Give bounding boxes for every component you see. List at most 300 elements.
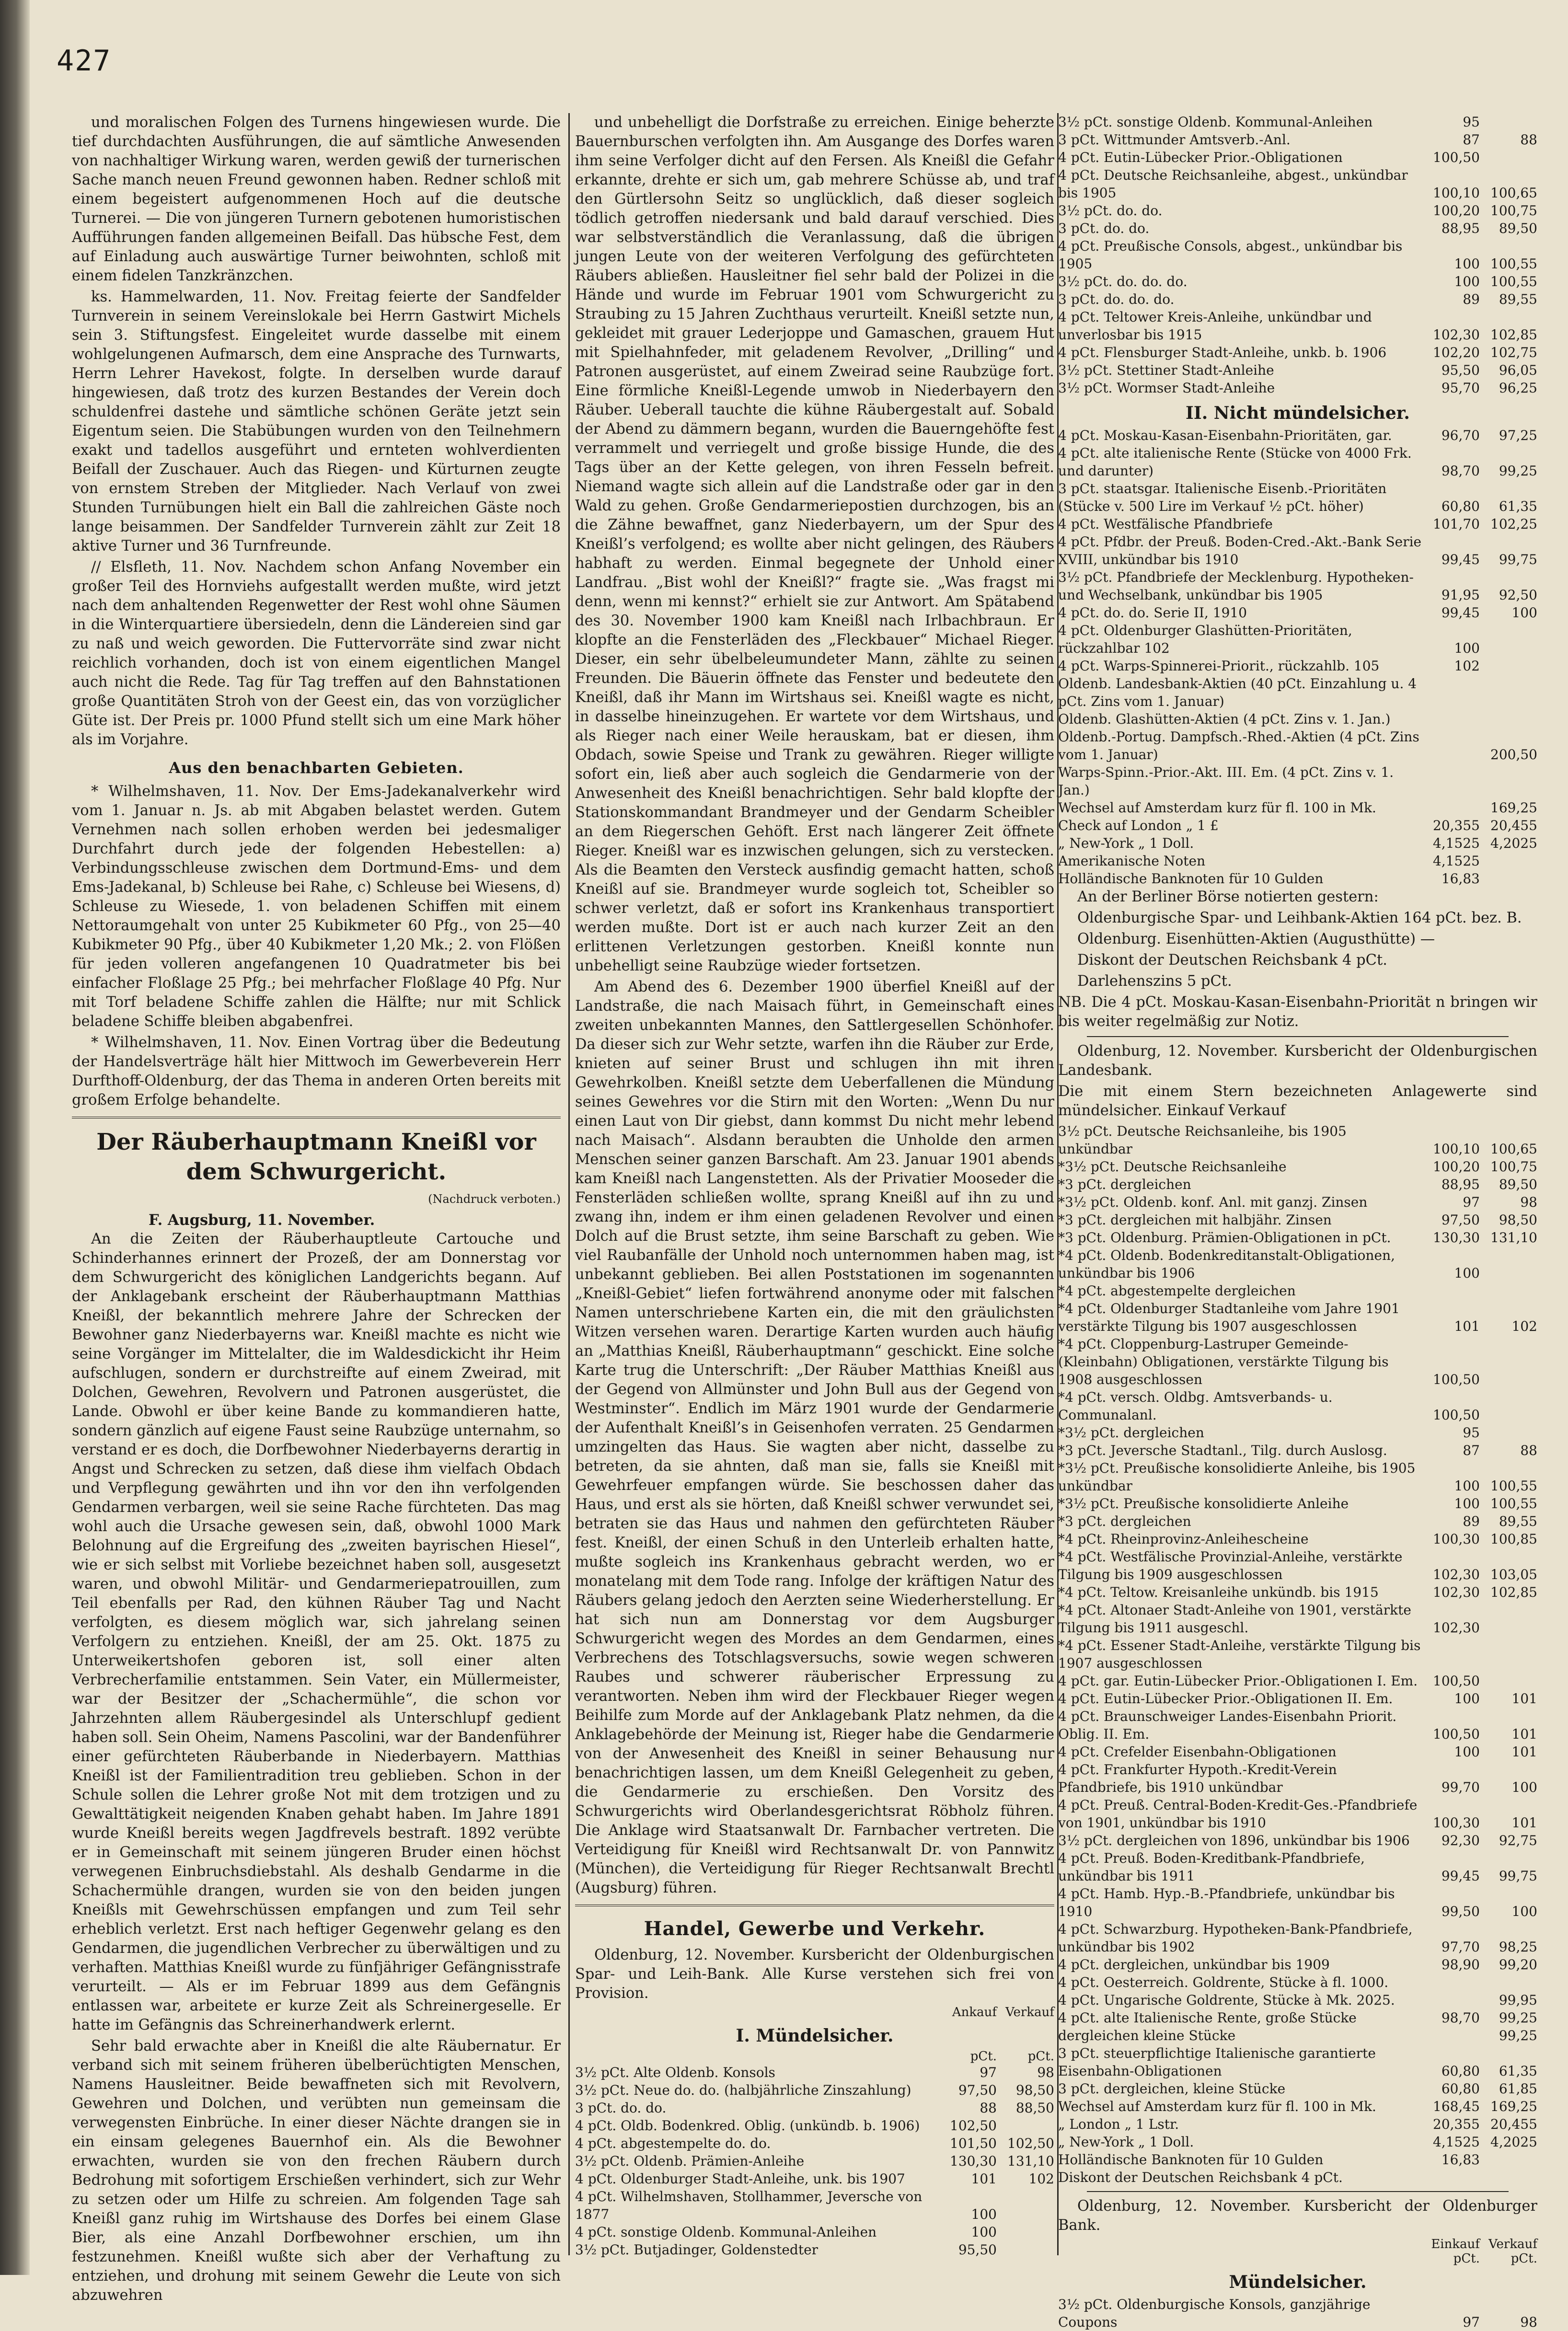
quote-row [1058,1672,1537,1690]
quote-row [575,2241,1054,2259]
paragraph: und moralischen Folgen des Turnens hingewiesen wurde. Die tief durchdachten Ausführungen, die auf sämtliche Anwesenden von nachhaltiger Wirkung waren, werden gewiß der turnerischen Sache manch neuen Freund gewonnen haben. Redner schloß mit einem begeistert aufgenommenen Hoch auf die deutsche Turnerei. — Die von jüngeren Turnern gebotenen humoristischen Aufführungen fanden allgemeinen Beifall. Das hübsche Fest, dem auf Einladung auch auswärtige Turner beiwohnten, schloß mit einem fidelen Tanzkränzchen. [72,114,561,284]
security-name: 4 pCt. Preußische Consols, abgest., unkündbar bis 1905 [1058,238,1403,272]
sell-rate: 97,25 [1499,427,1537,443]
quote-row [1058,290,1537,308]
local-news [72,113,561,750]
buy-rate: 60,80 [1441,2081,1480,2097]
sell-rate: 169,25 [1490,2099,1537,2114]
sell-rate: 102 [1511,1318,1537,1334]
paragraph: An die Zeiten der Räuberhauptleute Cartouche und Schinderhannes erinnert der Prozeß, der am Donnerstag vor dem Schwurgericht des königlichen Landgerichts begann. Auf der Anklagebank erscheint der Räuberhauptmann Matthias Kneißl, der bekanntlich mehrere Jahre der Schrecken der Bewohner ganz Niederbayerns war. Kneißl machte es nicht wie seine Vorgänger im Mittelalter, die im Waldesdickicht ihr Heim aufschlugen, sondern er durchstreifte auf einem Zweirad, mit Dolchen, Gewehren, Revolvern und Patronen ausgerüstet, die Lande. Obwohl er über keine Bande zu kommandieren hatte, sondern gänzlich auf eigene Faust seine Raubzüge unternahm, so verstand er es doch, die Dorfbewohner Niederbayerns derartig in Angst und Schrecken zu setzen, daß diese ihm vielfach Obdach und Verpflegung gewährten und ihn vor den ihn verfolgenden Gendarmen verbargen, weil sie seine Rache fürchteten. Das mag wohl auch die Ursache gewesen sein, daß, obwohl 1000 Mark Belohnung auf die Ergreifung des „zweiten bayrischen Hiesel“, wie er sich selbst mit Vorliebe bezeichnet haben soll, ausgesetzt waren, und obwohl Militär- und Gendarmeriepatrouillen, zum Teil ebenfalls per Rad, den kühnen Räuber Tag und Nacht verfolgten, es diesem möglich war, sich jahrelang seinen Verfolgern zu entziehen. Kneißl, der am 25. Okt. 1875 zu Unterweikertshofen geboren ist, soll einer alten Verbrecherfamilie entstammen. Sein Vater, ein Müllermeister, war der Besitzer der „Schachermühle“, die schon vor Jahrzehnten allem Räubergesindel als Unterschlupf gedient haben soll. Sein Oheim, Namens Pascolini, war der Bandenführer einer gefürchteten Räuberbande in Niederbayern. Matthias Kneißl ist der Familientradition treu geblieben. Schon in der Schule sollen die Lehrer große Not mit dem trotzigen und zu Gewalttätigkeit neigenden Knaben gehabt haben. Im Jahre 1891 wurde Kneißl bereits wegen Jagdfrevels bestraft. 1892 verübte er in Gemeinschaft mit seinem jüngeren Bruder einen höchst verwegenen Einbruchsdiebstahl. Als deshalb Gendarme in die Schachermühle drangen, wurden sie von den beiden jungen Kneißls mit Gewehrschüssen empfangen und zum Teil sehr erheblich verletzt. Erst nach heftiger Gegenwehr gelang es den Gendarmen, die jugendlichen Verbrecher zu überwältigen und zu verhaften. Matthias Kneißl wurde zu fünfjähriger Gefängnisstrafe verurteilt. — Als er im Februar 1899 aus dem Gefängnis entlassen war, arbeitete er kurze Zeit als Schreinergeselle. Er hatte im Gefängnis das Schreinerhandwerk erlernt. [72,1231,561,2033]
buy-rate [1422,1282,1480,1300]
security-name: 3 pCt. do. do. do. [1058,291,1175,307]
buy-rate [1422,799,1480,817]
security-name: 3½ pCt. Stettiner Stadt-Anleihe [1058,362,1274,378]
buy-rate: 100,30 [1433,1815,1480,1831]
security-name: „ London „ 1 Lstr. [1058,2116,1179,2132]
security-name: Diskont der Deutschen Reichsbank 4 pCt. [1058,2169,1343,2185]
security-name: 4 pCt. Preuß. Boden-Kreditbank-Pfandbriefe, unkündbar bis 1911 [1058,1850,1365,1884]
quote-row [1058,2044,1537,2080]
buy-rate: 88,95 [1441,220,1480,236]
security-name: *3½ pCt. Preußische konsolidierte Anleihe [1058,1496,1349,1512]
quote-row [575,2188,1054,2223]
quote-row [1058,1246,1537,1282]
sell-rate [1480,2169,1537,2186]
article-body [72,1230,561,2305]
sell-rate: 98,50 [1499,1212,1537,1228]
security-name: 4 pCt. Oldenburger Stadt-Anleihe, unk. bis 1907 [575,2171,905,2187]
security-name: 3 pCt. do. do. [575,2100,667,2116]
buy-rate: 88,95 [1441,1177,1480,1192]
rate-table-1-continued [1058,113,1537,397]
quote-row [1058,202,1537,219]
quote-row [1058,1300,1537,1335]
sell-rate: 92,75 [1499,1833,1537,1848]
sell-rate: 102,85 [1490,1584,1537,1600]
quote-row [1058,149,1537,166]
buy-rate: 92,30 [1441,1833,1480,1848]
buy-rate [1422,1637,1480,1672]
header-sell: Verkauf [1488,2237,1537,2251]
security-name: Wechsel auf Amsterdam kurz für fl. 100 in Mk. [1058,800,1376,816]
report3-units [1058,2251,1537,2266]
buy-rate: 87 [1463,132,1480,148]
buy-rate [1422,763,1480,799]
section-heading-neighbors: Aus den benachbarten Gebieten. [169,759,464,777]
commerce-title: Handel, Gewerbe und Verkehr. [644,1917,986,1940]
security-name: 4 pCt. Braunschweiger Landes-Eisenbahn Priorit. Oblig. II. Em. [1058,1708,1397,1742]
buy-rate: 99,45 [1441,552,1480,567]
article-body-continued [575,113,1054,1898]
sell-rate: 131,10 [1490,1230,1537,1246]
sell-rate [1480,763,1537,799]
quote-row [1058,308,1537,344]
quote-row [1058,1211,1537,1229]
paragraph: ks. Hammelwarden, 11. Nov. Freitag feierte der Sandfelder Turnverein in seinem Vereinslokale bei Herrn Gastwirt Michels sein 3. Stiftungsfest. Eingeleitet wurde dasselbe mit einem wohlgelungenen Aufmarsch, dem eine Ansprache des Turnwarts, Herrn Lehrer Havekost, folgte. In derselben wurde darauf hingewiesen, daß trotz des kurzen Bestandes der Verein doch schuldenfrei dastehe und sämtliche schönen Geräte jetzt sein Eigentum seien. Die Stabübungen wurden von den Teilnehmern exakt und tadellos ausgeführt und ernteten wohlverdienten Beifall der Zuschauer. Auch das Riegen- und Kürturnen zeugte von ernstem Streben der Mitglieder. Nach Verlauf von zwei Stunden Turnübungen hielt ein Ball die zahlreichen Gäste noch lange beisammen. Der Sandfelder Turnverein zählt zur Zeit 18 aktive Turner und 36 Turnfreunde. [72,288,561,554]
sell-rate [997,2188,1054,2223]
buy-rate: 89 [1463,1513,1480,1529]
buy-rate: 20,355 [1433,818,1480,833]
sell-rate [1480,1637,1537,1672]
header-buy: Ankauf [952,2005,997,2019]
buy-rate: 100 [971,2206,997,2222]
report-intro: Oldenburg, 12. November. Kursbericht der Oldenburgischen Spar- und Leih-Bank. Alle Kurse verstehen sich frei von Provision. [575,1947,1054,2002]
header-buy: Einkauf [1431,2237,1480,2251]
security-name: 4 pCt. Crefelder Eisenbahn-Obligationen [1058,1744,1337,1760]
buy-rate: 100,50 [1433,150,1480,165]
buy-rate: 130,30 [1433,1230,1480,1246]
buy-rate: 99,45 [1441,1868,1480,1884]
quote-row [1058,2115,1537,2133]
quote-row [1058,1601,1537,1637]
unit-buy: pCt. [970,2049,997,2064]
sell-rate: 100 [1511,1779,1537,1795]
sell-rate: 100,55 [1490,1496,1537,1512]
security-name: *3½ pCt. Preußische konsolidierte Anleihe, bis 1905 unkündbar [1058,1460,1416,1494]
quote-row [1058,1973,1537,1991]
sell-rate: 98 [1037,2065,1054,2080]
quote-row [1058,2009,1537,2027]
quote-row [1058,1832,1537,1849]
quote-row [1058,1583,1537,1601]
sell-rate [1480,657,1537,675]
sell-rate [1480,1246,1537,1282]
column-1 [72,113,561,2304]
rate-table-4 [1058,2296,1537,2331]
security-name: *4 pCt. Cloppenburg-Lastruper Gemeinde-(Kleinbahn) Obligationen, verstärkte Tilgung bis 1908 ausgeschlossen [1058,1336,1389,1387]
buy-rate: 97,50 [958,2082,997,2098]
security-name: 4 pCt. gar. Eutin-Lübecker Prior.-Obligationen I. Em. [1058,1673,1418,1689]
buy-rate: 101,70 [1433,516,1480,532]
sell-rate [1480,870,1537,888]
quote-row [1058,237,1537,273]
sell-rate [1480,1424,1537,1442]
security-name: 3 pCt. staatsgar. Italienische Eisenb.-Prioritäten (Stücke v. 500 Lire im Verkauf ½ pCt. höher) [1058,481,1387,514]
security-name: 4 pCt. Eutin-Lübecker Prior.-Obligationen II. Em. [1058,1691,1393,1707]
buy-rate: 100 [1454,1496,1480,1512]
security-name: *3 pCt. dergleichen [1058,1513,1191,1529]
report-divider [1087,1036,1509,1037]
security-name: 3½ pCt. Oldenburgische Konsols, ganzjährige Coupons [1058,2296,1371,2330]
nb-note: NB. Die 4 pCt. Moskau-Kasan-Eisenbahn-Priorität n bringen wir bis weiter regelmäßig zur Notiz. [1058,994,1537,1030]
sell-rate: 89,50 [1499,1177,1537,1192]
sell-rate: 61,35 [1499,2063,1537,2079]
sell-rate: 102,85 [1490,327,1537,343]
sell-rate: 99,25 [1499,2010,1537,2026]
quote-row [1058,2098,1537,2115]
paragraph: // Elsfleth, 11. Nov. Nachdem schon Anfang November ein großer Teil des Hornviehs aufgestallt werden mußte, wird jetzt nach dem anhaltenden Regenwetter der Rest wohl ohne Säumen in die Winterquartiere übersiedeln, denn die Ländereien sind gar zu naß und weich geworden. Die Futtervorräte sind zwar nicht reichlich vorhanden, doch ist von einem eigentlichen Mangel auch nicht die Rede. Tag für Tag treffen auf den Bahnstationen große Quantitäten Stroh von der Geest ein, das von vorzüglicher Güte ist. Der Preis pr. 1000 Pfund stellt sich um eine Mark höher als im Vorjahre. [72,559,561,748]
buy-rate: 100 [1454,1265,1480,1281]
article-dateline: F. Augsburg, 11. November. [149,1212,375,1229]
security-name: Check auf London „ 1 £ [1058,818,1219,833]
security-name: 3½ pCt. sonstige Oldenb. Kommunal-Anleihen [1058,114,1373,130]
security-name: 4 pCt. Frankfurter Hypoth.-Kredit-Verein Pfandbriefe, bis 1910 unkündbar [1058,1762,1337,1795]
buy-rate: 98,90 [1441,1957,1480,1973]
sell-rate [997,2241,1054,2259]
page-number: 427 [57,44,112,78]
sell-rate: 101 [1511,1726,1537,1742]
buy-rate: 20,355 [1433,2116,1480,2132]
buy-rate: 102,30 [1433,1620,1480,1636]
quote-row [1058,1849,1537,1885]
sell-rate: 20,455 [1490,2116,1537,2132]
security-name: 4 pCt. Moskau-Kasan-Eisenbahn-Prioritäten, gar. [1058,427,1392,443]
neighbor-news [72,782,561,1110]
sell-rate [1480,1282,1537,1300]
sell-rate: 88,50 [1015,2100,1054,2116]
sell-rate [1480,149,1537,166]
buy-rate: 60,80 [1441,2063,1480,2079]
buy-rate: 16,83 [1441,871,1480,887]
sell-rate [1480,675,1537,710]
quote-row [1058,604,1537,622]
quote-row [1058,763,1537,799]
paragraph: * Wilhelmshaven, 11. Nov. Der Ems-Jadekanalverkehr wird vom 1. Januar n. Js. ab mit Abgaben belastet werden. Gutem Vernehmen nach sollen erhoben werden bei jedesmaliger Durchfahrt durch jede der folgenden Hebestellen: a) Verbindungsschleuse zwischen dem Dortmund-Ems- und dem Ems-Jadekanal, b) Schleuse bei Rahe, c) Schleuse bei Wiesens, d) Schleuse zu Wiesede, 1. von beladenen Schiffen mit einem Nettoraumgehalt von unter 25 Kubikmeter 60 Pfg., von 25—40 Kubikmeter 90 Pfg., über 40 Kubikmeter 1,20 Mk.; 2. von Flößen für jeden volleren angefangenen 10 Quadratmeter bis bei einfacher Floßlage 25 Pfg.; bei mehrfacher Floßlage 40 Pfg. Nur mit Torf beladene Schiffe zahlen die Hälfte; nur mit Schlick beladene Schiffe bleiben abgabenfrei. [72,783,561,1030]
quote-row [575,2135,1054,2152]
security-name: *4 pCt. Oldenburger Stadtanleihe vom Jahre 1901 verstärkte Tilgung bis 1907 ausgeschlossen [1058,1301,1400,1334]
sell-rate: 96,25 [1499,380,1537,396]
column-2 [575,113,1054,2258]
buy-rate [1422,675,1480,710]
buy-rate: 100,50 [1433,1372,1480,1387]
security-name: *3½ pCt. Oldenb. konf. Anl. mit ganzj. Zinsen [1058,1194,1368,1210]
sell-rate: 89,55 [1499,291,1537,307]
article-divider [72,1117,561,1119]
buy-rate: 87 [1463,1442,1480,1458]
sell-rate: 100 [1511,605,1537,621]
commerce-divider [575,1904,1054,1906]
security-name: 3½ pCt. Butjadinger, Goldenstedter [575,2242,819,2258]
buy-rate: 168,45 [1433,2099,1480,2114]
sell-rate [1480,113,1537,131]
buy-rate: 100 [1454,256,1480,272]
quote-row [1058,533,1537,568]
security-name: 4 pCt. Oldenburger Glashütten-Prioritäten, rückzahlbar 102 [1058,623,1352,656]
security-name: 4 pCt. dergleichen, unkündbar bis 1909 [1058,1957,1330,1973]
buy-rate: 97 [1463,1194,1480,1210]
buy-rate: 102 [1454,658,1480,674]
security-name: *3 pCt. dergleichen [1058,1177,1191,1192]
sell-rate: 102,50 [1007,2135,1054,2151]
buy-rate: 102,30 [1433,1584,1480,1600]
unit-sell: pCt. [1510,2251,1537,2266]
sell-rate: 89,55 [1499,1513,1537,1529]
buy-rate: 100 [971,2224,997,2240]
security-name: *4 pCt. Essener Stadt-Anleihe, verstärkte Tilgung bis 1907 ausgeschlossen [1058,1638,1421,1671]
security-name: 4 pCt. Ungarische Goldrente, Stücke à Mk. 2025. [1058,1992,1395,2008]
sell-rate: 102,25 [1490,516,1537,532]
quote-row [1058,799,1537,817]
sell-rate: 20,455 [1490,818,1537,833]
header-sell: Verkauf [1005,2005,1054,2019]
quote-row [1058,1708,1537,1743]
security-name: 4 pCt. Westfälische Pfandbriefe [1058,516,1273,532]
security-name: Wechsel auf Amsterdam kurz für fl. 100 in Mk. [1058,2099,1376,2114]
buy-rate: 95 [1463,114,1480,130]
note-line: An der Berliner Börse notierten gestern: [1077,889,1379,905]
buy-rate: 100,50 [1433,1407,1480,1423]
quote-row [1058,219,1537,237]
quote-row [1058,1193,1537,1211]
quote-row [1058,1920,1537,1956]
quote-row [1058,2027,1537,2044]
buy-rate: 100,20 [1433,1159,1480,1175]
buy-rate [1422,728,1480,763]
quote-row [1058,2151,1537,2169]
report-divider-2 [1087,2191,1509,2192]
sell-rate: 4,2025 [1490,835,1537,851]
security-name: 3½ pCt. Pfandbriefe der Mecklenburg. Hypotheken- und Wechselbank, unkündbar bis 1905 [1058,569,1414,603]
buy-rate: 97 [1463,2314,1480,2330]
note-line: Oldenburgische Spar- und Leihbank-Aktien 164 pCt. bez. B. [1077,910,1522,926]
security-name: 4 pCt. Wilhelmshaven, Stollhammer, Jeversche von 1877 [575,2189,922,2222]
sell-rate: 100,55 [1490,274,1537,289]
security-name: 4 pCt. Oesterreich. Goldrente, Stücke à fl. 1000. [1058,1974,1389,1990]
sell-rate: 200,50 [1490,747,1537,762]
quote-row [1058,1158,1537,1176]
security-name: 3 pCt. Wittmunder Amtsverb.-Anl. [1058,132,1291,148]
quote-row [1058,1176,1537,1193]
quote-row [1058,870,1537,888]
buy-rate: 4,1525 [1433,2134,1480,2150]
article-title: Der Räuberhauptmann Kneißl vor dem Schwurgericht. [96,1129,536,1185]
security-name: 4 pCt. Flensburger Stadt-Anleihe, unkb. b. 1906 [1058,345,1387,360]
quote-row [1058,2296,1537,2331]
rate-table-1 [575,2064,1054,2259]
security-name: 4 pCt. abgestempelte do. do. [575,2135,771,2151]
buy-rate: 97 [980,2065,997,2080]
security-name: 3½ pCt. Alte Oldenb. Konsols [575,2065,775,2080]
rate-table-3 [1058,1122,1537,2186]
buy-rate: 100,10 [1433,185,1480,201]
note-line: Oldenburg. Eisenhütten-Aktien (Augusthütte) — [1077,931,1435,947]
security-name: *4 pCt. Altonaer Stadt-Anleihe von 1901, verstärkte Tilgung bis 1911 ausgeschl. [1058,1602,1411,1636]
buy-rate: 95,50 [1441,362,1480,378]
buy-rate: 100,50 [1433,1673,1480,1689]
quote-row [1058,444,1537,480]
sell-rate [1480,2151,1537,2169]
quote-row [575,2152,1054,2170]
quote-row [1058,657,1537,675]
quote-row [1058,515,1537,533]
quote-row [1058,852,1537,870]
sell-rate: 103,05 [1490,1567,1537,1582]
security-name: 4 pCt. alte Italienische Rente, große Stücke [1058,2010,1357,2026]
security-name: 3½ pCt. do. do. do. [1058,274,1188,289]
sell-rate: 100 [1511,1904,1537,1919]
buy-rate: 16,83 [1441,2152,1480,2168]
quote-row [1058,2133,1537,2151]
quote-row [575,2064,1054,2081]
buy-rate: 101 [971,2171,997,2187]
buy-rate: 102,30 [1433,327,1480,343]
security-name: *3 pCt. Jeversche Stadtanl., Tilg. durch Auslosg. [1058,1442,1387,1458]
sell-rate [1480,1601,1537,1637]
sell-rate: 101 [1511,1691,1537,1707]
unit-buy: pCt. [1453,2251,1480,2266]
rate-table-2 [1058,427,1537,888]
buy-rate: 99,45 [1441,605,1480,621]
section-title-nicht-muendelsicher: II. Nicht mündelsicher. [1186,403,1410,423]
quote-row [575,2170,1054,2188]
buy-rate: 98,70 [1441,463,1480,479]
security-name: 3 pCt. steuerpflichtige Italienische garantierte Eisenbahn-Obligationen [1058,2045,1376,2079]
buy-rate: 88 [980,2100,997,2116]
security-name: Holländische Banknoten für 10 Gulden [1058,2152,1324,2168]
sell-rate: 99,75 [1499,552,1537,567]
buy-rate: 100 [1454,640,1480,656]
security-name: *3 pCt. dergleichen mit halbjähr. Zinsen [1058,1212,1332,1228]
quote-row [1058,1548,1537,1583]
sell-rate: 100,65 [1490,1141,1537,1157]
buy-rate: 130,30 [950,2153,997,2169]
sell-rate [1480,852,1537,870]
buy-rate: 99,50 [1441,1904,1480,1919]
security-name: 4 pCt. do. do. Serie II, 1910 [1058,605,1247,621]
quote-row [1058,131,1537,149]
quote-row [1058,834,1537,852]
buy-rate: 100 [1454,274,1480,289]
sell-rate: 99,20 [1499,1957,1537,1973]
buy-rate [1422,1991,1480,2009]
quote-row [1058,427,1537,444]
sell-rate: 98,25 [1499,1939,1537,1955]
sell-rate: 100,55 [1490,1478,1537,1494]
security-name: 3½ pCt. Oldenb. Prämien-Anleihe [575,2153,805,2169]
sell-rate [1480,1388,1537,1424]
buy-rate [1422,1973,1480,1991]
buy-rate: 100,50 [1433,1726,1480,1742]
quote-row [1058,1388,1537,1424]
security-name: Oldenb. Landesbank-Aktien (40 pCt. Einzahlung u. 4 pCt. Zins vom 1. Januar) [1058,676,1417,709]
security-name: 3½ pCt. Deutsche Reichsanleihe, bis 1905 unkündbar [1058,1123,1347,1157]
security-name: 4 pCt. Schwarzburg. Hypotheken-Bank-Pfandbriefe, unkündbar bis 1902 [1058,1921,1413,1955]
buy-rate: 99,70 [1441,1779,1480,1795]
sell-rate: 101 [1511,1815,1537,1831]
quote-row [1058,1743,1537,1761]
reprint-note: (Nachdruck verboten.) [428,1192,561,1206]
quote-row [575,2223,1054,2241]
buy-rate: 89 [1463,291,1480,307]
security-name: 4 pCt. Pfdbr. der Preuß. Boden-Cred.-Akt.-Bank Serie XVIII, unkündbar bis 1910 [1058,534,1422,567]
security-name: 4 pCt. Deutsche Reichsanleihe, abgest., unkündbar bis 1905 [1058,167,1408,201]
quote-row [1058,1442,1537,1459]
quote-row [1058,1282,1537,1300]
sell-rate: 100,55 [1490,256,1537,272]
security-name: dergleichen kleine Stücke [1058,2028,1236,2043]
buy-rate: 97,70 [1441,1939,1480,1955]
quote-row [575,2117,1054,2135]
note-line: Darlehenszins 5 pCt. [1077,973,1232,990]
scan-page-edge [0,0,30,2275]
sell-rate: 4,2025 [1490,2134,1537,2150]
sell-rate: 131,10 [1007,2153,1054,2169]
sell-rate: 98,50 [1015,2082,1054,2098]
note-line: Diskont der Deutschen Reichsbank 4 pCt. [1077,952,1387,969]
sell-rate: 100,85 [1490,1531,1537,1547]
sell-rate [1480,710,1537,728]
security-name: „ New-York „ 1 Doll. [1058,835,1194,851]
security-name: *4 pCt. Oldenb. Bodenkreditanstalt-Obligationen, unkündbar bis 1906 [1058,1247,1395,1281]
quote-row [1058,710,1537,728]
sell-rate: 99,25 [1499,463,1537,479]
sell-rate: 99,95 [1499,1992,1537,2008]
sell-rate: 98 [1520,2314,1537,2330]
rate-column-headers [575,2005,1054,2019]
security-name: 3½ pCt. do. do. [1058,203,1163,219]
sell-rate: 88 [1520,1442,1537,1458]
column-rule-1 [568,113,570,2255]
security-name: 4 pCt. Teltower Kreis-Anleihe, unkündbar und unverlosbar bis 1915 [1058,309,1372,343]
security-name: 4 pCt. alte italienische Rente (Stücke von 4000 Frk. und darunter) [1058,445,1412,479]
buy-rate [1422,710,1480,728]
paragraph: Am Abend des 6. Dezember 1900 überfiel Kneißl auf der Landstraße, die nach Maisach führt, in Gemeinschaft eines zweiten unbekannten Mannes, den Sattlergesellen Schönhofer. Da dieser sich zur Wehr setzte, warfen ihn die Räuber zur Erde, knieten auf seiner Brust und schlugen ihn mit ihren Gewehrkolben. Kneißl setzte dem Ueberfallenen die Mündung seines Gewehres vor die Stirn mit den Worten: „Wenn Du nur einen Laut von Dir giebst, dann kommst Du nicht mehr lebend nach Maisach“. Alsdann beraubten die Unholde den armen Menschen seiner ganzen Barschaft. Am 23. Januar 1901 abends kam Kneißl nach Langenstetten. Als der Privatier Mooseder die Fensterläden schließen wollte, sprang Kneißl auf ihn zu und zwang ihn, indem er ihm einen geladenen Revolver und einen Dolch auf die Brust setzte, ihm seine Barschaft zu geben. Wie viel Raubanfälle der Unhold noch unternommen haben mag, ist unbekannt geblieben. Bei allen Poststationen im sogenannten „Kneißl-Gebiet“ liefen fortwährend anonyme oder mit falschen Namen unterschriebene Karten ein, die mit den gräulichsten Witzen versehen waren. Derartige Karten wurden auch häufig an „Matthias Kneißl, Räuberhauptmann“ geschickt. Eine solche Karte trug die Unterschrift: „Der Räuber Matthias Kneißl aus der Gegend von Allmünster und John Bull aus der Gegend von Westminster“. Endlich im März 1901 wurde der Gendarmerie der Aufenthalt Kneißl’s in Geisenhofen verraten. 25 Gendarmen umzingelten das Haus. Sie wagten aber nicht, dasselbe zu betreten, da sie ahnten, daß man sie, falls sie Kneißl mit Gewehrfeuer empfangen würde. Sie beschossen daher das Haus, und erst als sie hörten, daß Kneißl schwer verwundet sei, betraten sie das Haus und nahmen den gefürchteten Räuber fest. Kneißl, der einen Schuß in den Unterleib erhalten hatte, mußte sogleich ins Krankenhaus gebracht werden, wo er monatelang mit dem Tode rang. Infolge der kräftigen Natur des Räubers gelang jedoch den Aerzten seine Wiederherstellung. Er hat sich nun am Donnerstag vor dem Augsburger Schwurgericht wegen des Mordes an dem Gendarmen, eines Verbrechens des Totschlagsversuchs, sowie wegen schweren Raubes und schwerer räuberischer Erpressung zu verantworten. Neben ihm wird der Fleckbauer Rieger wegen Beihilfe zum Morde auf der Anklagebank Platz nehmen, da die Anklagebehörde der Meinung ist, Rieger habe die Gendarmerie von der Anwesenheit des Kneißl in seiner Behausung nur benachrichtigen lassen, um dem Kneißl Gelegenheit zu geben, die Gendarmerie zu erschießen. Den Vorsitz des Schwurgerichts wird Oberlandesgerichtsrat Röbholz führen. Die Anklage wird Staatsanwalt Dr. Farnbacher vertreten. Die Verteidigung für Kneißl wird Rechtsanwalt Dr. von Pannwitz (München), die Verteidigung für Rieger Rechtsanwalt Brechtl (Augsburg) führen. [575,979,1054,1896]
buy-rate: 97,50 [1441,1212,1480,1228]
sell-rate: 61,85 [1499,2081,1537,2097]
quote-row [1058,1424,1537,1442]
quote-row [1058,675,1537,710]
sell-rate [1480,622,1537,657]
buy-rate: 95,70 [1441,380,1480,396]
quote-row [1058,728,1537,763]
quote-row [1058,1459,1537,1495]
security-name: 3 pCt. do. do. [1058,220,1150,236]
sell-rate: 102,75 [1490,345,1537,360]
quote-row [1058,1229,1537,1246]
sell-rate: 99,75 [1499,1868,1537,1884]
quote-row [1058,1335,1537,1388]
quote-row [1058,1637,1537,1672]
quote-row [1058,379,1537,397]
